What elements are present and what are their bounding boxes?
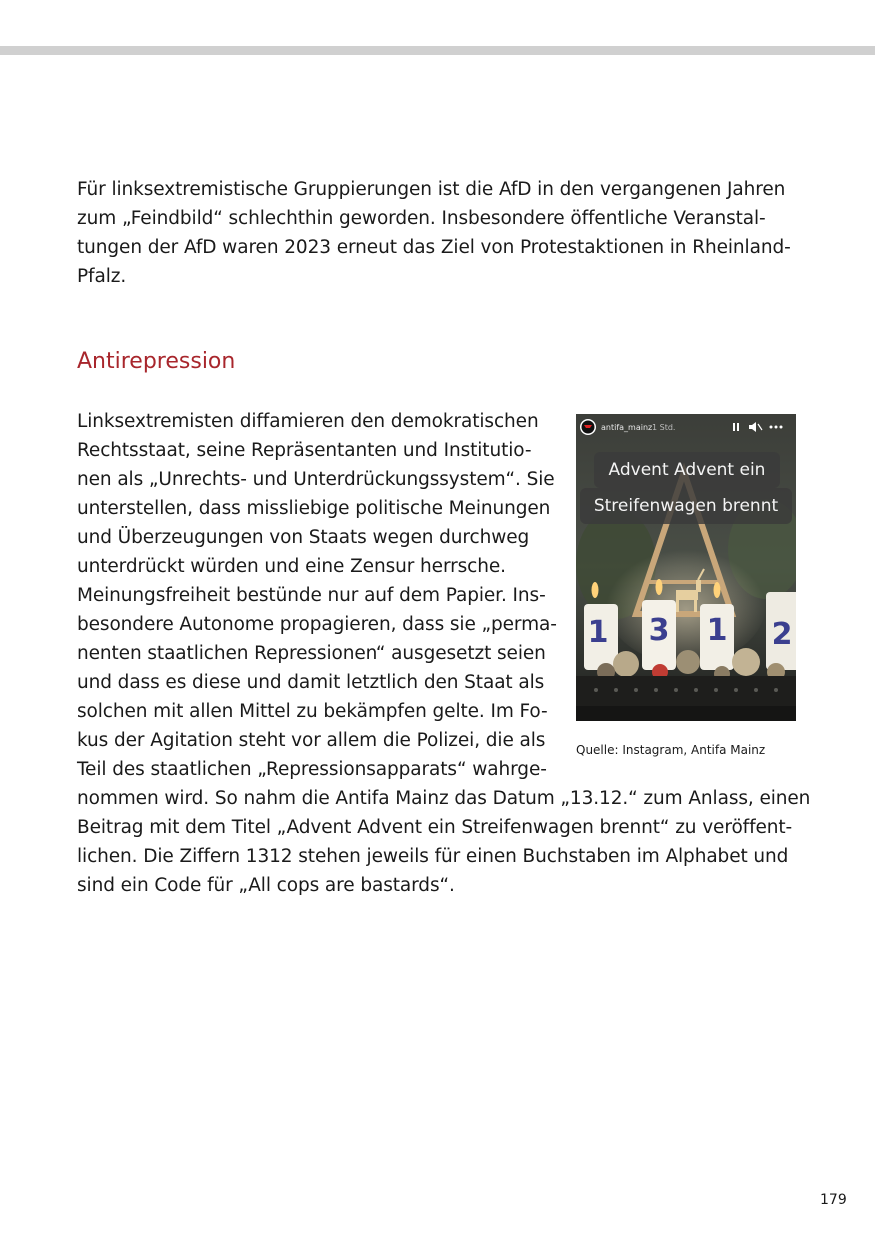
main-line: solchen mit allen Mittel zu bekämpfen gelte. Im Fo- [77, 701, 548, 722]
intro-paragraph [77, 175, 791, 291]
main-line: und Überzeugungen von Staats wegen durchweg [77, 527, 530, 548]
page-top-bar [0, 46, 875, 55]
post-overlay-text-line-1: Advent Advent ein [594, 452, 780, 488]
page-number: 179 [820, 1192, 847, 1208]
main-line: kus der Agitation steht vor allem die Polizei, die als [77, 730, 546, 751]
post-time: 1 Std. [652, 423, 676, 432]
pause-icon [733, 423, 739, 431]
post-account-name: antifa_mainz [601, 423, 653, 432]
main-line: Beitrag mit dem Titel „Advent Advent ein Streifenwagen brennt“ zu veröffent- [77, 817, 793, 838]
main-line: besondere Autonome propagieren, dass sie „perma- [77, 614, 557, 635]
intro-line: tungen der AfD waren 2023 erneut das Ziel von Protestaktionen in Rheinland- [77, 237, 791, 258]
candle-number: 2 [771, 617, 793, 652]
main-line: unterstellen, dass missliebige politische Meinungen [77, 498, 551, 519]
post-overlay-text-line-2: Streifenwagen brennt [580, 488, 792, 524]
main-line: nen als „Unrechts- und Unterdrückungssystem“. Sie [77, 469, 555, 490]
main-line: Meinungsfreiheit bestünde nur auf dem Papier. Ins- [77, 585, 546, 606]
main-line: sind ein Code für „All cops are bastards“. [77, 875, 455, 896]
main-line: nenten staatlichen Repressionen“ ausgesetzt seien [77, 643, 546, 664]
post-header [576, 414, 796, 440]
main-line: Rechtsstaat, seine Repräsentanten und Institutio- [77, 440, 532, 461]
main-line: Teil des staatlichen „Repressionsapparats“ wahrge- [77, 759, 547, 780]
more-icon [770, 426, 783, 429]
figure-caption: Quelle: Instagram, Antifa Mainz [576, 743, 766, 757]
intro-line: zum „Feindbild“ schlechthin geworden. Insbesondere öffentliche Veranstal- [77, 208, 766, 229]
intro-line: Für linksextremistische Gruppierungen ist die AfD in den vergangenen Jahren [77, 179, 786, 200]
main-line: lichen. Die Ziffern 1312 stehen jeweils für einen Buchstaben im Alphabet und [77, 846, 789, 867]
mute-icon [749, 422, 762, 432]
candle-number: 3 [648, 613, 670, 648]
section-heading: Antirepression [77, 349, 236, 374]
main-line: und dass es diese und damit letztlich den Staat als [77, 672, 545, 693]
main-line: nommen wird. So nahm die Antifa Mainz das Datum „13.12.“ zum Anlass, einen [77, 788, 811, 809]
intro-line: Pfalz. [77, 266, 127, 287]
instagram-post-image [576, 414, 796, 721]
main-line: unterdrückt würden und eine Zensur herrsche. [77, 556, 506, 577]
candle-number: 1 [706, 613, 728, 648]
main-line: Linksextremisten diffamieren den demokratischen [77, 411, 539, 432]
profile-avatar-icon [580, 419, 596, 435]
candle-number: 1 [587, 615, 609, 650]
